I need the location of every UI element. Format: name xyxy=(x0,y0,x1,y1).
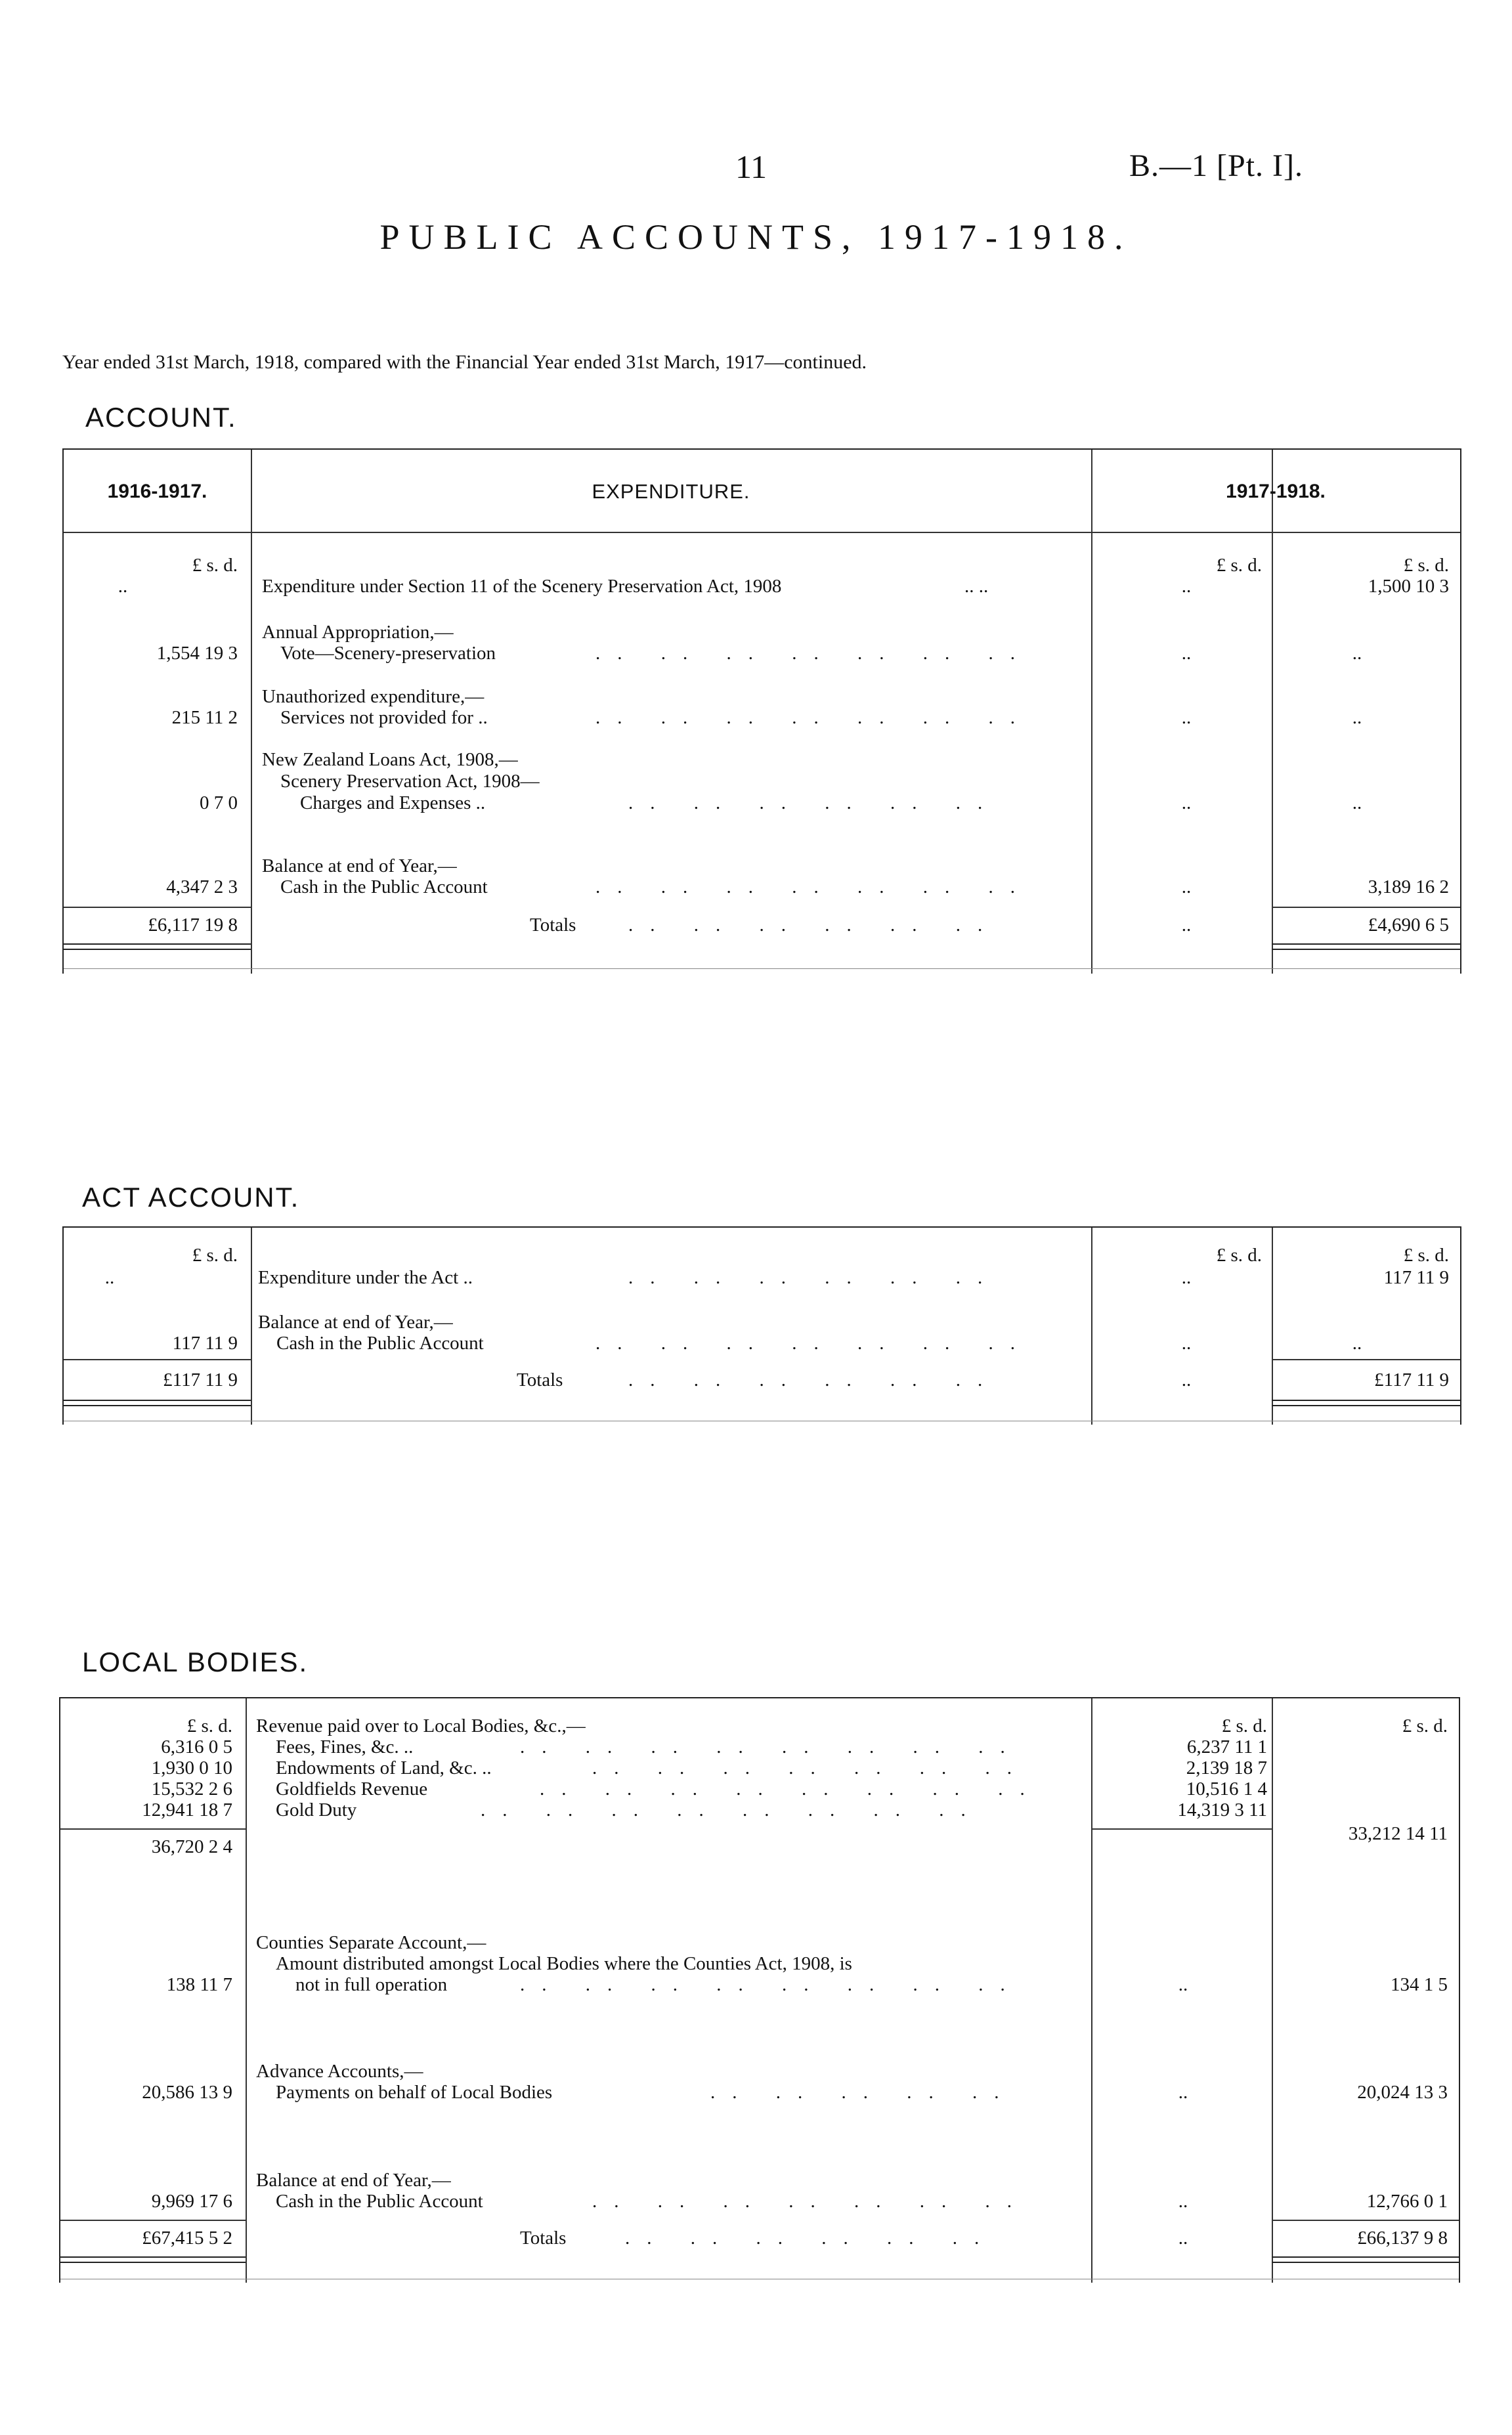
row-heading: Balance at end of Year,— xyxy=(256,2170,451,2191)
double-rule xyxy=(64,1400,251,1406)
revenue-heading: Revenue paid over to Local Bodies, &c.,— xyxy=(256,1715,586,1736)
cur-amount: 117 11 9 xyxy=(1383,1267,1449,1288)
prev-amount: 15,532 2 6 xyxy=(151,1778,232,1799)
leader-dots: .. .. .. .. .. xyxy=(710,2082,1016,2103)
prev-total: £67,415 5 2 xyxy=(142,2228,232,2249)
mid-total: .. xyxy=(1181,1369,1192,1390)
prev-amount: 215 11 2 xyxy=(171,707,238,728)
col-divider xyxy=(1091,450,1092,974)
prev-amount: 0 7 0 xyxy=(200,792,238,813)
row-description: Cash in the Public Account xyxy=(280,876,488,897)
table-bottom xyxy=(64,968,1460,969)
cur-amount: .. xyxy=(1352,792,1362,813)
prev-amount: 1,554 19 3 xyxy=(156,643,238,664)
header-divider xyxy=(64,532,1460,533)
mid-amount: .. xyxy=(1181,792,1192,813)
mid-amount: .. xyxy=(1178,2082,1188,2103)
mid-amount: 14,319 3 11 xyxy=(1177,1799,1267,1821)
row-description: Expenditure under Section 11 of the Scenery Preservation Act, 1908 xyxy=(262,576,782,597)
page-subtitle: Year ended 31st March, 1918, compared with the Financial Year ended 31st March, 1917—continued. xyxy=(62,351,867,373)
cur-amount: 134 1 5 xyxy=(1391,1974,1448,1995)
subtotal-rule xyxy=(60,2220,246,2221)
section2-title: ACT ACCOUNT. xyxy=(82,1182,300,1213)
row-description: Payments on behalf of Local Bodies xyxy=(276,2082,553,2103)
page-number: 11 xyxy=(735,148,767,185)
leader-dots: .. .. .. .. .. .. xyxy=(628,915,1000,936)
cur-amount: 12,766 0 1 xyxy=(1366,2191,1448,2212)
mid-total: .. xyxy=(1178,2228,1188,2249)
row-description: Cash in the Public Account xyxy=(276,2191,483,2212)
cur-amount: 20,024 13 3 xyxy=(1357,2082,1448,2103)
unit-label: £ s. d. xyxy=(192,1245,238,1266)
leader-dots: .. .. .. .. .. .. .. .. xyxy=(520,1974,1022,1995)
col-header-1916: 1916-1917. xyxy=(107,481,207,502)
prev-amount: .. xyxy=(118,576,128,597)
mid-amount: .. xyxy=(1181,707,1192,728)
leader-dots: .. .. .. .. .. .. .. xyxy=(595,876,1032,897)
subtotal-rule xyxy=(1272,1359,1460,1360)
leader-dots: .. .. .. .. .. .. xyxy=(628,1369,1000,1390)
double-rule xyxy=(1272,2256,1459,2263)
unit-label: £ s. d. xyxy=(1403,555,1449,576)
leader-dots: .. .. .. .. .. .. xyxy=(628,792,1000,813)
mid-amount: .. xyxy=(1178,1974,1188,1995)
prev-amount: 117 11 9 xyxy=(172,1333,238,1354)
cur-amount: 3,189 16 2 xyxy=(1368,876,1449,897)
col-divider xyxy=(251,1228,252,1425)
leader-dots: .. .. .. .. .. .. xyxy=(625,2228,997,2249)
row-description: Cash in the Public Account xyxy=(276,1333,484,1354)
cur-amount: 1,500 10 3 xyxy=(1368,576,1449,597)
prev-amount: 1,930 0 10 xyxy=(151,1757,232,1778)
section3-title: LOCAL BODIES. xyxy=(82,1647,309,1677)
revenue-item-label: Goldfields Revenue xyxy=(276,1778,428,1799)
unit-label: £ s. d. xyxy=(1402,1715,1448,1736)
unit-label: £ s. d. xyxy=(1403,1245,1449,1266)
mid-amount: .. xyxy=(1178,2191,1188,2212)
leader-dots: .. .. .. .. .. .. .. .. xyxy=(540,1778,1042,1799)
row-heading: Counties Separate Account,— xyxy=(256,1932,486,1953)
prev-amount: 9,969 17 6 xyxy=(151,2191,232,2212)
row-description: Services not provided for .. xyxy=(280,707,488,728)
subtotal-rule xyxy=(64,1359,251,1360)
col-divider xyxy=(251,450,252,974)
unit-label: £ s. d. xyxy=(1216,555,1262,576)
totals-label: Totals xyxy=(520,2228,567,2249)
document-reference: B.—1 [Pt. I]. xyxy=(1129,148,1303,183)
totals-label: Totals xyxy=(530,915,576,936)
double-rule xyxy=(64,943,251,950)
subtotal-rule xyxy=(64,907,251,908)
prev-amount: 12,941 18 7 xyxy=(142,1799,232,1821)
subtotal-rule xyxy=(1272,907,1460,908)
col-header-1917: 1917-1918. xyxy=(1226,481,1326,502)
row-heading: Annual Appropriation,— xyxy=(262,622,454,643)
row-heading: Unauthorized expenditure,— xyxy=(262,686,485,707)
double-rule xyxy=(1272,1400,1460,1406)
prev-total: £117 11 9 xyxy=(163,1369,238,1390)
mid-amount: 2,139 18 7 xyxy=(1186,1757,1267,1778)
unit-label: £ s. d. xyxy=(192,555,238,576)
revenue-item-label: Endowments of Land, &c. .. xyxy=(276,1757,492,1778)
double-rule xyxy=(60,2256,246,2263)
revenue-item-label: Gold Duty xyxy=(276,1799,357,1821)
mid-amount: 6,237 11 1 xyxy=(1186,1736,1267,1757)
leader-dots: .. .. .. .. .. .. .. xyxy=(595,643,1032,664)
mid-amount: .. xyxy=(1181,876,1192,897)
section3-table xyxy=(59,1697,1460,2283)
row-description: Amount distributed amongst Local Bodies where the Counties Act, 1908, is xyxy=(276,1953,852,1974)
double-rule xyxy=(1272,943,1460,950)
mid-amount: .. xyxy=(1181,1333,1192,1354)
prev-subtotal: 36,720 2 4 xyxy=(151,1836,232,1857)
leader-dots: .. .. .. .. .. .. xyxy=(628,1267,1000,1288)
cur-subtotal: 33,212 14 11 xyxy=(1348,1823,1448,1844)
row-description: not in full operation xyxy=(295,1974,448,1995)
row-description: Expenditure under the Act .. xyxy=(258,1267,473,1288)
leader-dots: .. .. .. .. .. .. .. .. xyxy=(520,1736,1022,1757)
row-subheading: Scenery Preservation Act, 1908— xyxy=(280,771,540,792)
row-heading: Advance Accounts,— xyxy=(256,2061,423,2082)
prev-total: £6,117 19 8 xyxy=(148,915,238,936)
mid-total: .. xyxy=(1181,915,1192,936)
totals-label: Totals xyxy=(517,1369,563,1390)
leader-dots: .. .. .. .. .. .. .. xyxy=(592,1757,1029,1778)
col-divider xyxy=(246,1698,247,2283)
unit-label: £ s. d. xyxy=(1216,1245,1262,1266)
leader-dots: .. .. .. .. .. .. .. xyxy=(592,2191,1029,2212)
unit-label: £ s. d. xyxy=(1221,1715,1267,1736)
subtotal-rule xyxy=(60,1828,246,1830)
cur-total: £4,690 6 5 xyxy=(1368,915,1449,936)
prev-amount: 4,347 2 3 xyxy=(166,876,238,897)
mid-amount: .. xyxy=(1181,576,1192,597)
section1-table xyxy=(62,448,1461,974)
mid-amount: .. xyxy=(1181,1267,1192,1288)
leader-dots: .. .. .. .. .. .. .. .. xyxy=(481,1799,983,1821)
row-heading: New Zealand Loans Act, 1908,— xyxy=(262,749,518,770)
prev-amount: 138 11 7 xyxy=(166,1974,232,1995)
row-heading: Balance at end of Year,— xyxy=(262,855,457,876)
leader-dots: .. .. .. .. .. .. .. xyxy=(595,707,1032,728)
cur-amount: .. xyxy=(1352,707,1362,728)
prev-amount: 6,316 0 5 xyxy=(161,1736,232,1757)
cur-amount: .. xyxy=(1352,643,1362,664)
prev-amount: 20,586 13 9 xyxy=(142,2082,232,2103)
row-description: Charges and Expenses .. xyxy=(300,792,486,813)
leader-dots: .. .. .. .. .. .. .. xyxy=(595,1333,1032,1354)
subtotal-rule xyxy=(1091,1828,1272,1830)
section1-title: ACCOUNT. xyxy=(85,402,237,433)
cur-total: £117 11 9 xyxy=(1374,1369,1449,1390)
cur-total: £66,137 9 8 xyxy=(1357,2228,1448,2249)
row-heading: Balance at end of Year,— xyxy=(258,1312,453,1333)
unit-label: £ s. d. xyxy=(186,1715,232,1736)
leader-dots: .. .. xyxy=(964,576,989,597)
row-description: Vote—Scenery-preservation xyxy=(280,643,496,664)
cur-amount: .. xyxy=(1352,1333,1362,1354)
subtotal-rule xyxy=(1272,2220,1459,2221)
section2-table xyxy=(62,1226,1461,1425)
mid-amount: 10,516 1 4 xyxy=(1186,1778,1267,1799)
col-header-expenditure: EXPENDITURE. xyxy=(592,480,750,503)
page-title: PUBLIC ACCOUNTS, 1917-1918. xyxy=(379,217,1133,257)
revenue-item-label: Fees, Fines, &c. .. xyxy=(276,1736,414,1757)
prev-amount: .. xyxy=(104,1267,115,1288)
mid-amount: .. xyxy=(1181,643,1192,664)
